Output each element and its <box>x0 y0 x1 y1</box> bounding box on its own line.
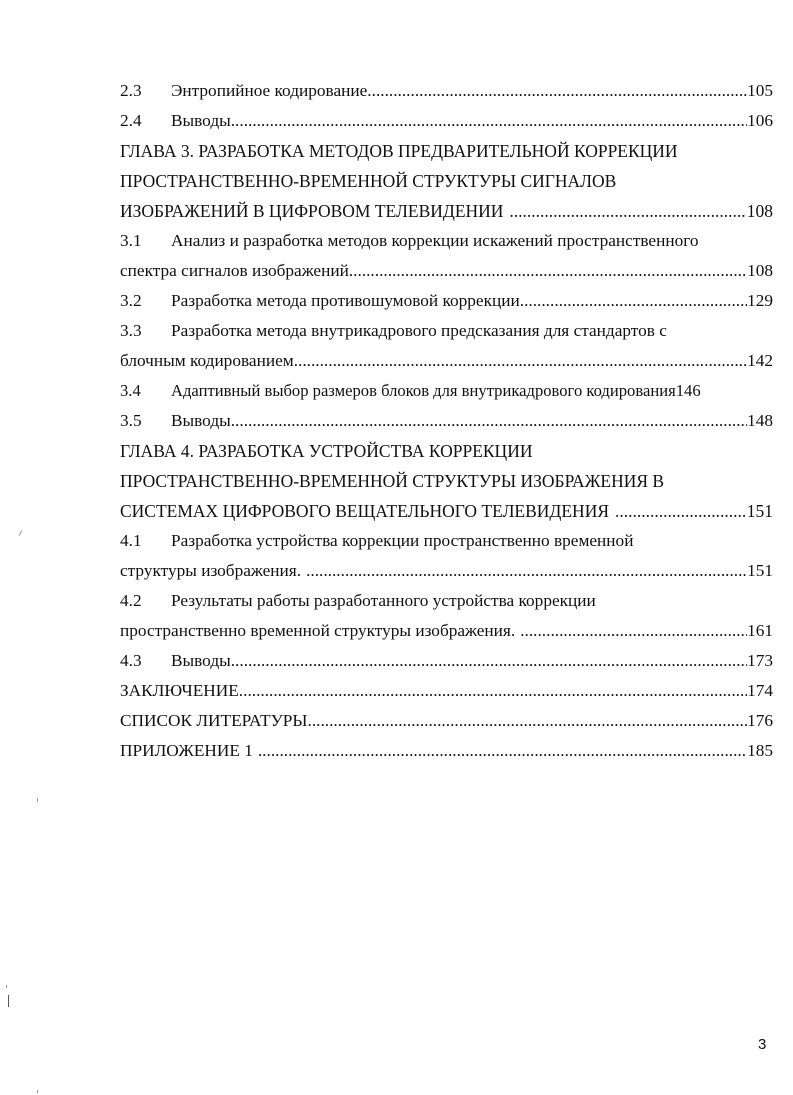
toc-chapter-title: ПРОСТРАНСТВЕННО-ВРЕМЕННОЙ СТРУКТУРЫ СИГНАЛОВ <box>120 171 617 191</box>
toc-number: 4.1 <box>120 531 142 550</box>
toc-number: 3.5 <box>120 411 142 430</box>
toc-page: 108 <box>747 261 773 280</box>
toc-page: 105 <box>747 81 773 100</box>
toc-chapter-3-line-3 <box>120 196 773 226</box>
toc-chapter-title: ПРОСТРАНСТВЕННО-ВРЕМЕННОЙ СТРУКТУРЫ ИЗОБРАЖЕНИЯ В <box>120 471 665 491</box>
toc-title: Адаптивный выбор размеров блоков для внутрикадрового кодирования <box>171 381 676 400</box>
toc-entry-3-3-line-1 <box>120 316 773 346</box>
toc-page: 151 <box>746 501 773 521</box>
scan-mark <box>6 985 7 988</box>
toc-leader <box>231 106 747 136</box>
toc-title: пространственно временной структуры изображения. <box>120 621 516 640</box>
scan-mark <box>37 798 38 802</box>
toc-page: 176 <box>747 711 773 730</box>
toc-page: 142 <box>747 351 773 370</box>
toc-leader <box>509 196 746 226</box>
toc-entry-4-2-line-1 <box>120 586 773 616</box>
toc-title: Разработка метода противошумовой коррекции <box>171 291 520 310</box>
toc-chapter-title: ГЛАВА 3. РАЗРАБОТКА МЕТОДОВ ПРЕДВАРИТЕЛЬНОЙ КОРРЕКЦИИ <box>120 141 678 161</box>
toc-leader <box>306 556 747 586</box>
toc-leader <box>231 646 747 676</box>
toc-chapter-title: ГЛАВА 4. РАЗРАБОТКА УСТРОЙСТВА КОРРЕКЦИИ <box>120 441 533 461</box>
toc-entry-2-4 <box>120 106 773 136</box>
toc-number: 2.3 <box>120 81 142 100</box>
toc-title: Выводы <box>171 411 231 430</box>
table-of-contents <box>120 76 773 766</box>
toc-chapter-3-line-1 <box>120 136 773 166</box>
toc-chapter-4-line-2 <box>120 466 773 496</box>
toc-title: структуры изображения. <box>120 561 302 580</box>
toc-leader <box>367 76 747 106</box>
page-number: 3 <box>758 1036 767 1053</box>
toc-entry-4-2-line-2 <box>120 616 773 646</box>
toc-entry-references <box>120 706 773 736</box>
toc-title: ЗАКЛЮЧЕНИЕ <box>120 681 239 700</box>
toc-entry-3-4 <box>120 376 773 406</box>
toc-chapter-3-line-2 <box>120 166 773 196</box>
toc-page: 129 <box>747 291 773 310</box>
toc-title: Выводы <box>171 651 231 670</box>
toc-page: 173 <box>747 651 773 670</box>
toc-leader <box>520 286 747 316</box>
toc-title: Анализ и разработка методов коррекции искажений пространственного <box>171 231 699 250</box>
toc-number: 3.4 <box>120 381 141 400</box>
toc-leader <box>294 346 747 376</box>
toc-title: спектра сигналов изображений <box>120 261 349 280</box>
toc-page: 108 <box>746 201 773 221</box>
toc-leader <box>308 706 748 736</box>
toc-leader <box>231 406 747 436</box>
toc-page: 148 <box>747 411 773 430</box>
toc-chapter-title: ИЗОБРАЖЕНИЙ В ЦИФРОВОМ ТЕЛЕВИДЕНИИ <box>120 201 504 221</box>
toc-leader <box>239 676 747 706</box>
toc-entry-3-1-line-2 <box>120 256 773 286</box>
toc-title: Энтропийное кодирование <box>171 81 368 100</box>
scan-mark <box>8 995 9 1007</box>
toc-leader <box>520 616 747 646</box>
toc-entry-2-3 <box>120 76 773 106</box>
toc-leader <box>615 496 747 526</box>
toc-page: 174 <box>747 681 773 700</box>
toc-entry-3-1-line-1 <box>120 226 773 256</box>
toc-number: 3.1 <box>120 231 142 250</box>
toc-number: 2.4 <box>120 111 142 130</box>
toc-entry-3-5 <box>120 406 773 436</box>
toc-page: 106 <box>747 111 773 130</box>
toc-title: ПРИЛОЖЕНИЕ 1 <box>120 741 253 760</box>
scan-mark <box>37 1090 38 1093</box>
toc-number: 4.3 <box>120 651 142 670</box>
toc-entry-conclusion <box>120 676 773 706</box>
toc-entry-3-2 <box>120 286 773 316</box>
toc-number: 4.2 <box>120 591 142 610</box>
toc-chapter-4-line-3 <box>120 496 773 526</box>
toc-entry-4-3 <box>120 646 773 676</box>
toc-number: 3.3 <box>120 321 142 340</box>
toc-chapter-title: СИСТЕМАХ ЦИФРОВОГО ВЕЩАТЕЛЬНОГО ТЕЛЕВИДЕНИЯ <box>120 501 610 521</box>
toc-title: Разработка метода внутрикадрового предсказания для стандартов с <box>171 321 667 340</box>
toc-title: Выводы <box>171 111 231 130</box>
scan-mark <box>19 530 23 536</box>
toc-entry-4-1-line-2 <box>120 556 773 586</box>
toc-leader <box>349 256 747 286</box>
toc-entry-appendix-1 <box>120 736 773 766</box>
toc-page: 161 <box>747 621 773 640</box>
toc-title: СПИСОК ЛИТЕРАТУРЫ <box>120 711 308 730</box>
toc-title: Результаты работы разработанного устройства коррекции <box>171 591 596 610</box>
toc-page: 146 <box>675 381 701 400</box>
toc-page: 185 <box>747 741 773 760</box>
toc-title: Разработка устройства коррекции пространственно временной <box>171 531 634 550</box>
toc-chapter-4-line-1 <box>120 436 773 466</box>
toc-title: блочным кодированием <box>120 351 294 370</box>
toc-page: 151 <box>747 561 773 580</box>
toc-number: 3.2 <box>120 291 142 310</box>
toc-entry-3-3-line-2 <box>120 346 773 376</box>
toc-leader <box>258 736 747 766</box>
toc-entry-4-1-line-1 <box>120 526 773 556</box>
